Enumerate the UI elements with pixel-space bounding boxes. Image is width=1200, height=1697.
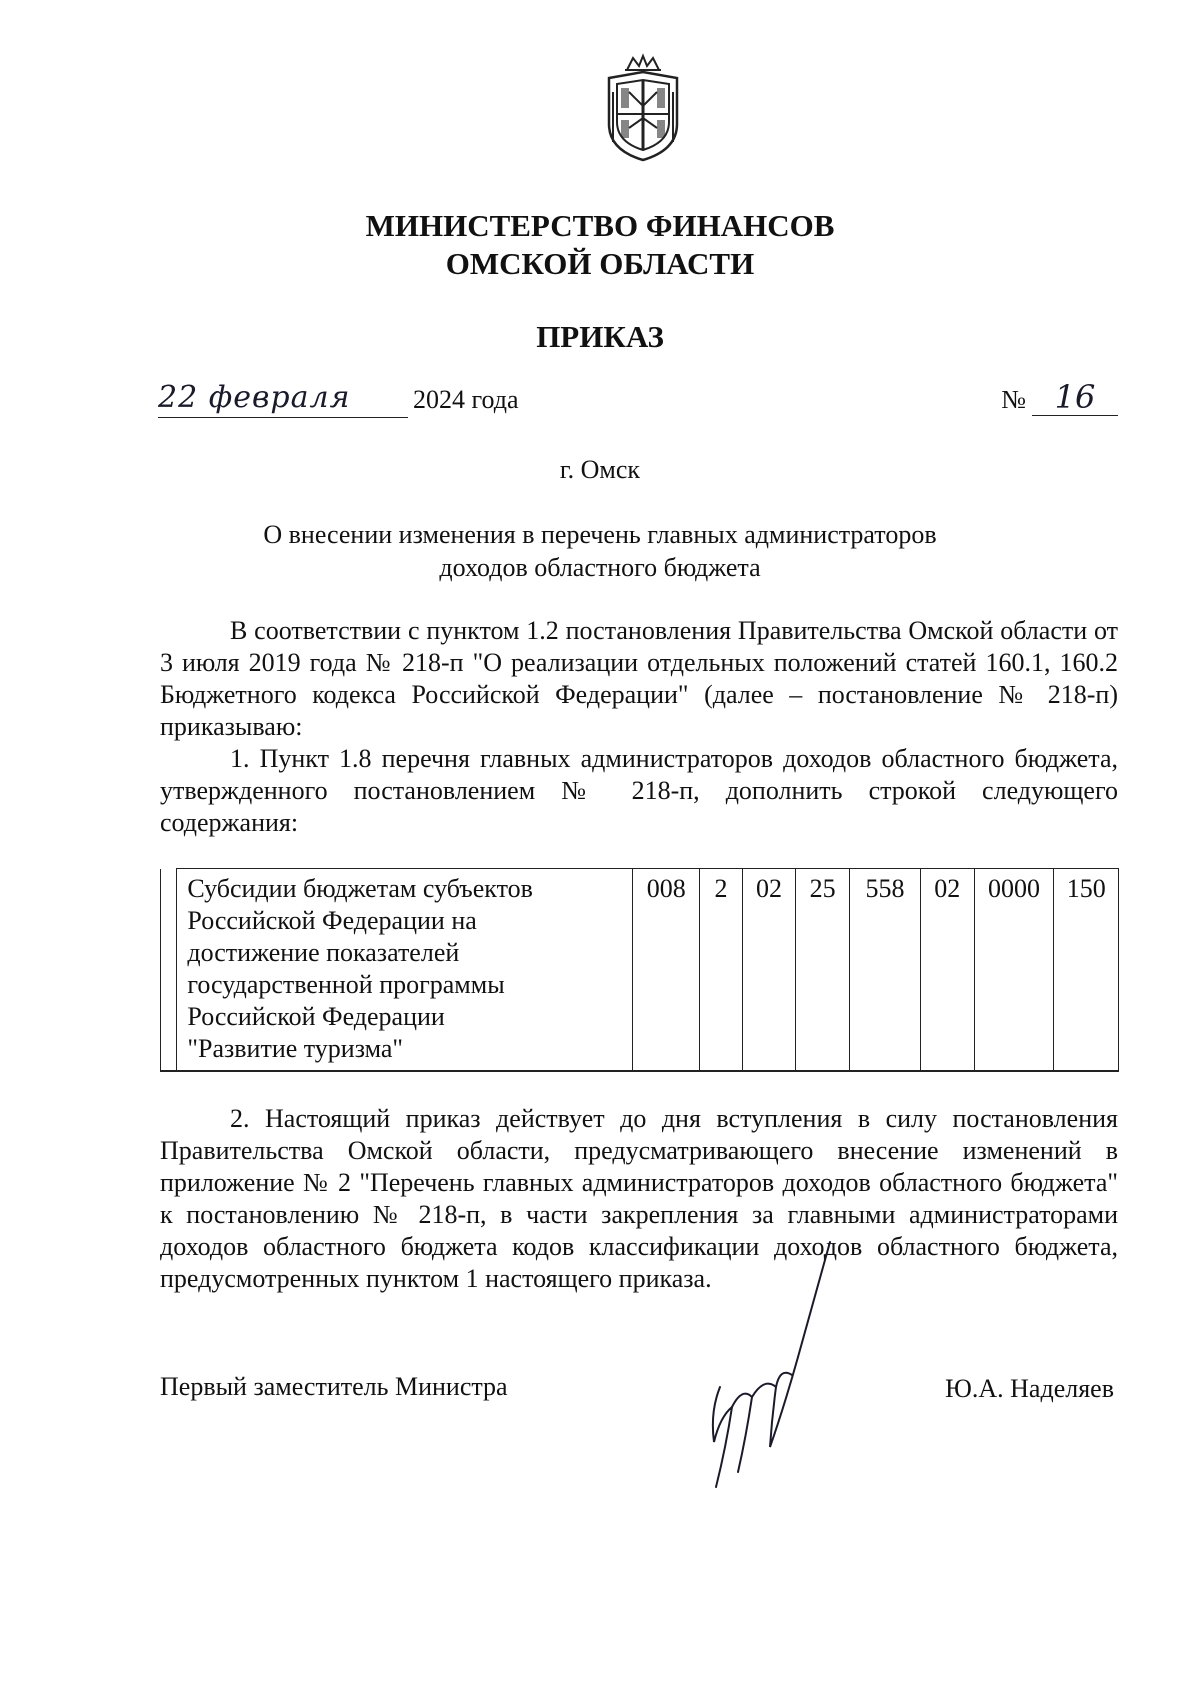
subject-line1: О внесении изменения в перечень главных администраторов	[263, 520, 937, 549]
ministry-title-line2: ОМСКОЙ ОБЛАСТИ	[445, 246, 755, 281]
name-line: Субсидии бюджетам субъектов	[187, 874, 533, 903]
ministry-title	[0, 207, 1200, 283]
table-cell-name	[177, 869, 633, 1071]
table-cell-code: 008	[633, 869, 700, 1071]
name-line: "Развитие туризма"	[187, 1034, 404, 1063]
name-line: государственной программы	[187, 970, 505, 999]
name-line: Российской Федерации на	[187, 906, 477, 935]
table-cell-code: 02	[921, 869, 975, 1071]
name-line: достижение показателей	[187, 938, 460, 967]
signatory-name: Ю.А. Наделяев	[945, 1374, 1114, 1403]
date-year: 2024 года	[413, 385, 519, 414]
date-number-line	[158, 378, 1118, 425]
item2-section	[160, 1103, 1118, 1295]
table-cell-code: 0000	[974, 869, 1054, 1071]
revenue-code-table	[160, 868, 1119, 1072]
table-row	[161, 869, 1119, 1071]
table-cell-code: 150	[1054, 869, 1119, 1071]
handwritten-signature-icon	[680, 1237, 850, 1507]
ministry-title-line1: МИНИСТЕРСТВО ФИНАНСОВ	[365, 208, 835, 243]
signatory-position: Первый заместитель Министра	[160, 1372, 508, 1401]
preamble-paragraph: В соответствии с пунктом 1.2 постановления Правительства Омской области от 3 июля 2019 года № 218-п "О реализации отдельных положений статей 160.1, 160.2 Бюджетного кодекса Российской Федерации" (далее – постановление № 218-п) приказываю:	[160, 616, 1118, 741]
table-cell-empty	[161, 869, 177, 1071]
handwritten-number: 16	[1032, 379, 1118, 416]
item1-paragraph: 1. Пункт 1.8 перечня главных администраторов доходов областного бюджета, утвержденного постановлением № 218-п, дополнить строкой следующего содержания:	[160, 744, 1118, 837]
table-cell-code: 25	[796, 869, 850, 1071]
city: г. Омск	[559, 455, 641, 484]
number-sign: №	[1001, 385, 1026, 414]
handwritten-date: 22 февраля	[158, 381, 408, 418]
table-cell-code: 558	[849, 869, 920, 1071]
signature-block	[160, 1372, 1118, 1492]
subject-line2: доходов областного бюджета	[439, 553, 761, 582]
table-cell-code: 2	[700, 869, 743, 1071]
name-line: Российской Федерации	[187, 1002, 445, 1031]
order-title: ПРИКАЗ	[536, 319, 664, 354]
order-subject	[0, 518, 1200, 584]
item2-paragraph: 2. Настоящий приказ действует до дня вступления в силу постановления Правительства Омской области, предусматривающего внесение изменений в приложение № 2 "Перечень главных администраторов доходов областного бюджета" к постановлению № 218-п, в части закрепления за главными администраторами доходов областного бюджета кодов классификации доходов областного бюджета, предусмотренных пунктом 1 настоящего приказа.	[160, 1104, 1118, 1293]
coat-of-arms-icon	[599, 52, 687, 164]
table-cell-code: 02	[742, 869, 796, 1071]
preamble-section	[160, 615, 1118, 839]
